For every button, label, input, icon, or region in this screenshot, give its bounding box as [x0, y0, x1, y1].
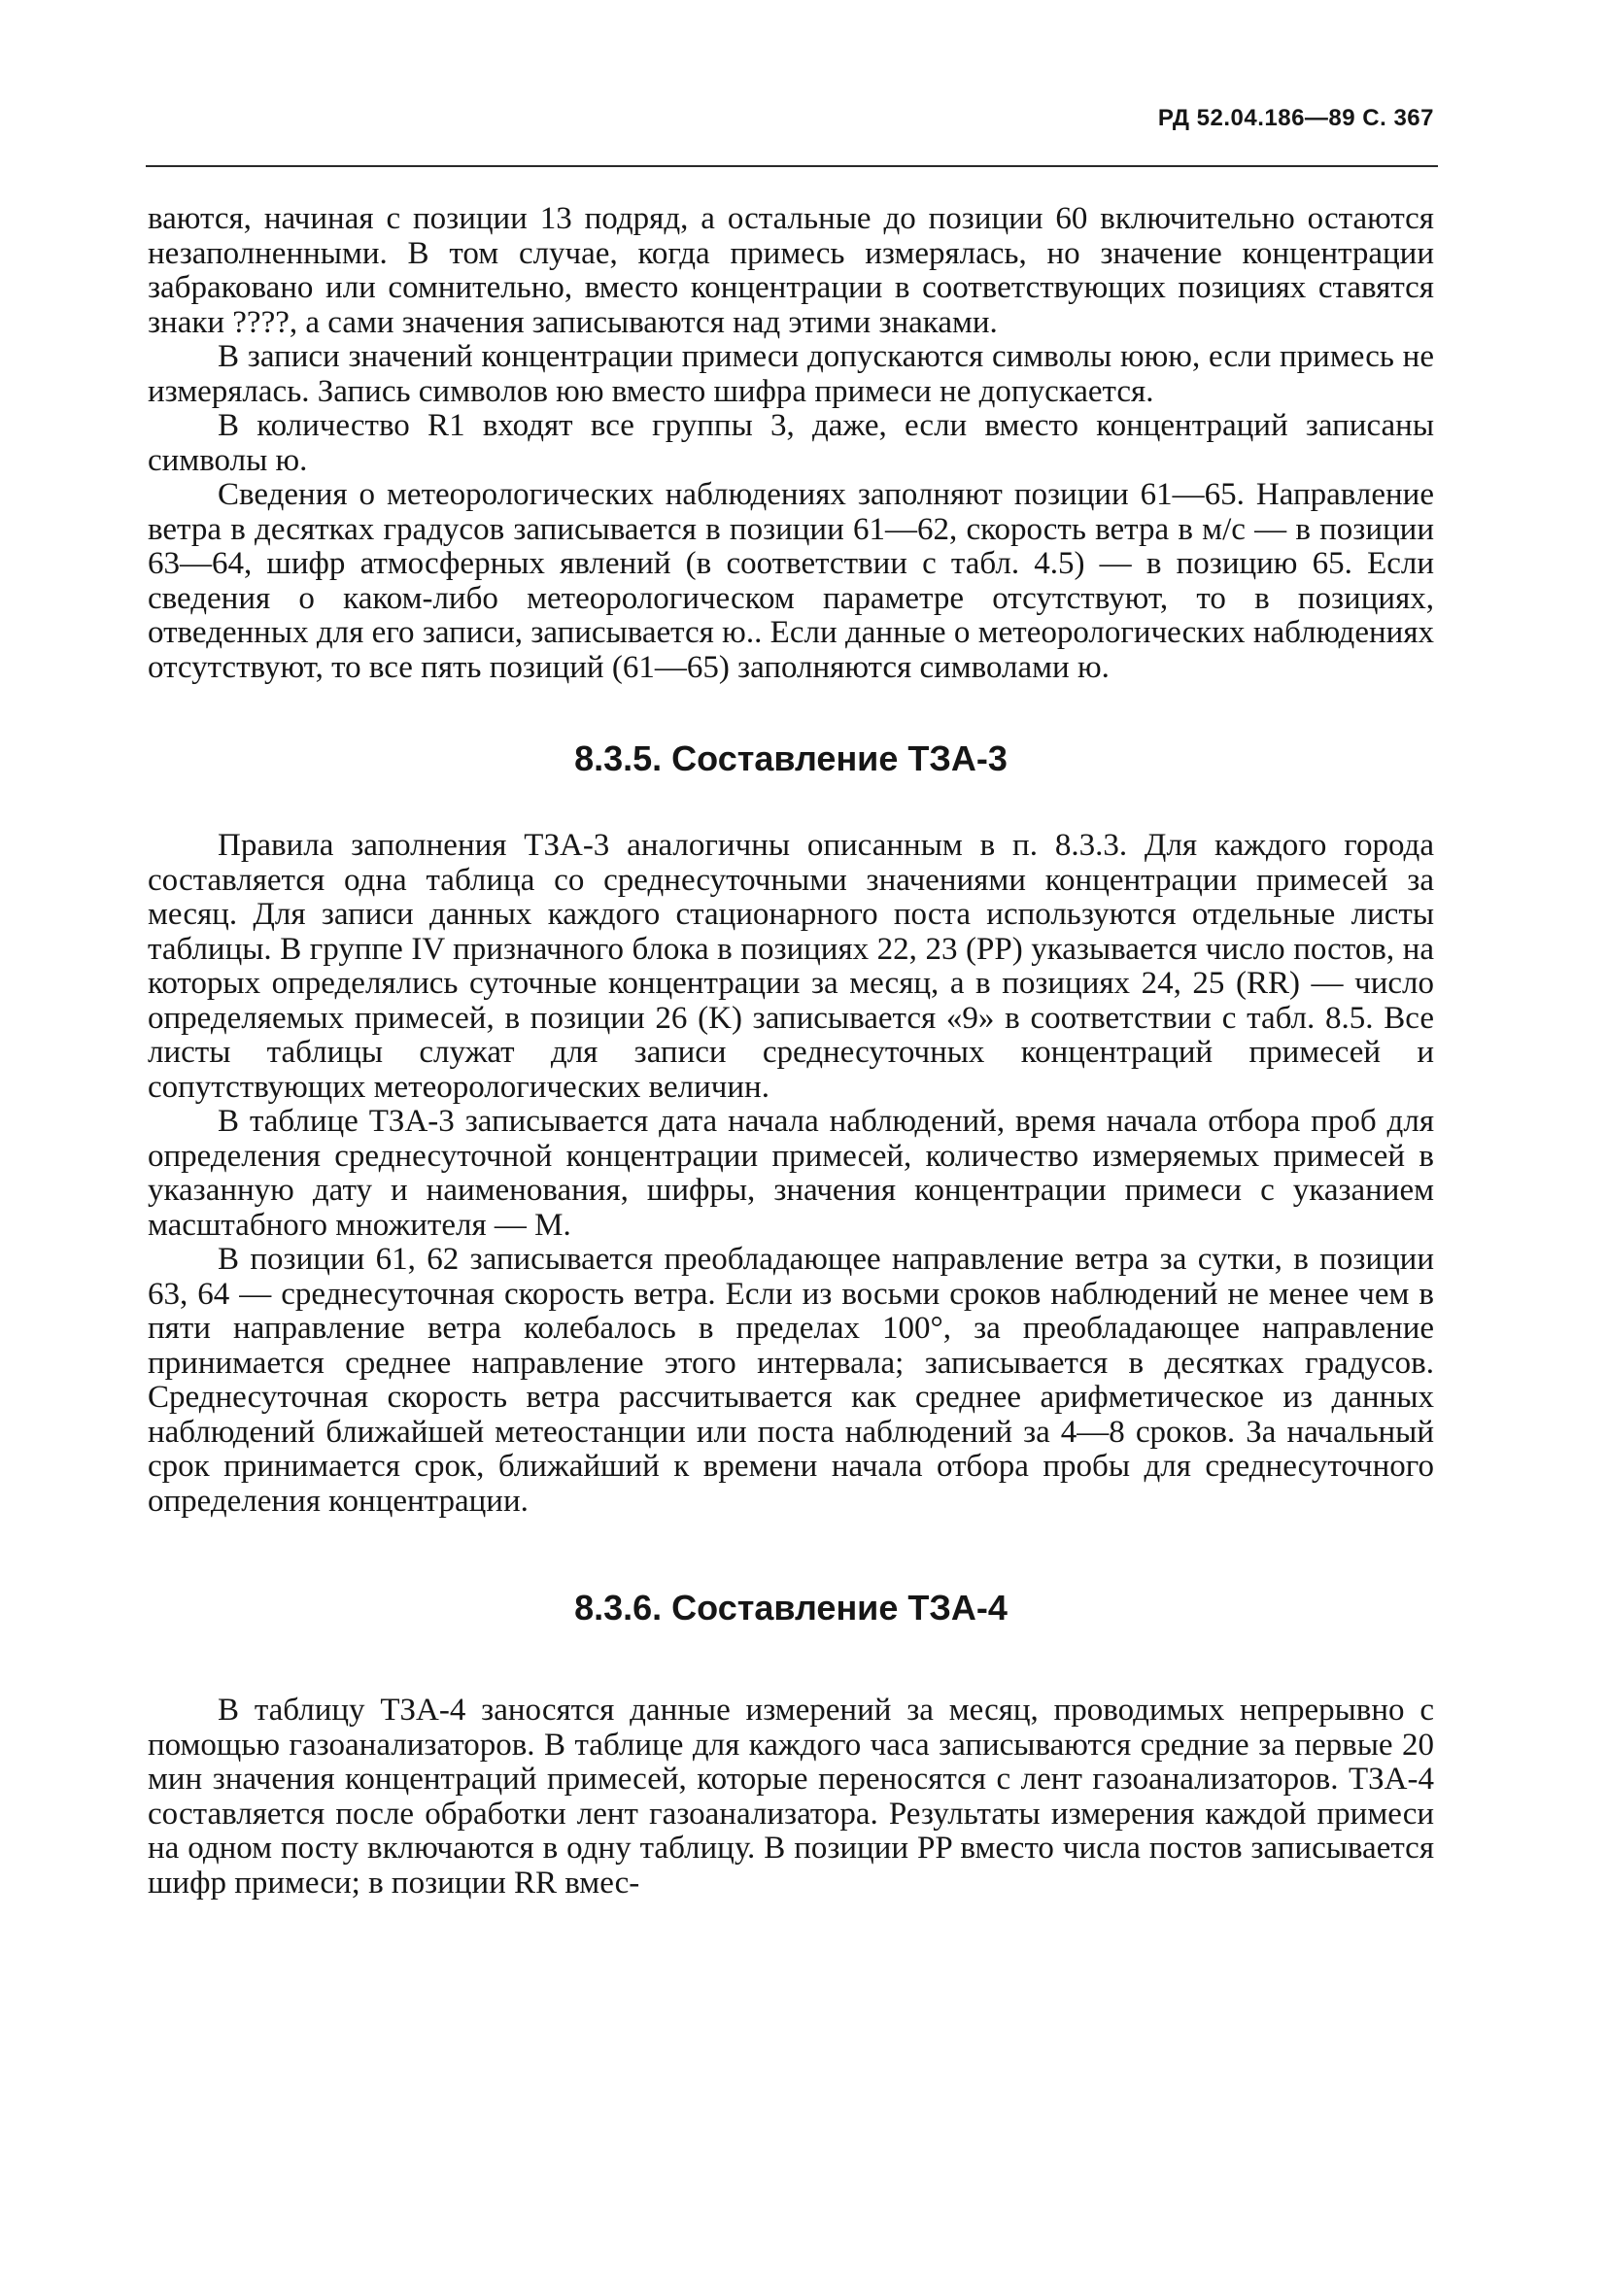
- section-heading-block: [148, 685, 1434, 829]
- header-rule: [146, 165, 1438, 167]
- section-heading: 8.3.6. Составление ТЗА-4: [574, 1588, 1008, 1628]
- body-paragraph: Сведения о метеорологических наблюдениях заполняют позиции 61—65. Направление ветра в десятках градусов записывается в позиции 61—62, скорость ветра в м/с — в позиции 63—64, шифр атмосферных явлений (в соответствии с табл. 4.5) — в позицию 65. Если сведения о каком-либо метеорологическом параметре отсутствуют, то в позициях, отведенных для его записи, записывается ю.. Если данные о метеорологических наблюдениях отсутствуют, то все пять позиций (61—65) заполняются символами ю.: [148, 477, 1434, 685]
- body-paragraph: В таблице ТЗА-3 записывается дата начала наблюдений, время начала отбора проб для определения среднесуточной концентрации примесей, количество измеряемых примесей в указанную дату и наименования, шифры, значения концентрации примеси с указанием масштабного множителя — М.: [148, 1104, 1434, 1243]
- section-heading: 8.3.5. Составление ТЗА-3: [574, 738, 1008, 778]
- running-header: РД 52.04.186—89 С. 367: [1157, 105, 1434, 131]
- section-heading-block: [148, 1519, 1434, 1694]
- page-content: [148, 202, 1434, 1901]
- body-paragraph: В таблицу ТЗА-4 заносятся данные измерений за месяц, проводимых непрерывно с помощью газоанализаторов. В таблице для каждого часа записываются средние за первые 20 мин значения концентраций примесей, которые переносятся с лент газоанализаторов. ТЗА-4 составляется после обработки лент газоанализатора. Результаты измерения каждой примеси на одном посту включаются в одну таблицу. В позиции PP вместо числа постов записывается шифр примеси; в позиции RR вмес-: [148, 1693, 1434, 1901]
- body-paragraph: Правила заполнения ТЗА-3 аналогичны описанным в п. 8.3.3. Для каждого города составляется одна таблица со среднесуточными значениями концентрации примесей за месяц. Для записи данных каждого стационарного поста используются отдельные листы таблицы. В группе IV призначного блока в позициях 22, 23 (PP) указывается число постов, на которых определялись суточные концентрации за месяц, а в позициях 24, 25 (RR) — число определяемых примесей, в позиции 26 (K) записывается «9» в соответствии с табл. 8.5. Все листы таблицы служат для записи среднесуточных концентраций примесей и сопутствующих метеорологических величин.: [148, 828, 1434, 1105]
- body-paragraph: В записи значений концентрации примеси допускаются символы ююю, если примесь не измерялась. Запись символов юю вместо шифра примеси не допускается.: [148, 339, 1434, 409]
- body-paragraph: В количество R1 входят все группы 3, даже, если вместо концентраций записаны символы ю.: [148, 408, 1434, 478]
- body-paragraph: В позиции 61, 62 записывается преобладающее направление ветра за сутки, в позиции 63, 64 — среднесуточная скорость ветра. Если из восьми сроков наблюдений не менее чем в пяти направление ветра колебалось в пределах 100°, за преобладающее направление принимается среднее направление этого интервала; записывается в десятках градусов. Среднесуточная скорость ветра рассчитывается как среднее арифметическое из данных наблюдений ближайшей метеостанции или поста наблюдений за 4—8 сроков. За начальный срок принимается срок, ближайший к времени начала отбора пробы для среднесуточного определения концентрации.: [148, 1242, 1434, 1519]
- body-paragraph: ваются, начиная с позиции 13 подряд, а остальные до позиции 60 включительно остаются незаполненными. В том случае, когда примесь измерялась, но значение концентрации забраковано или сомнительно, вместо концентрации в соответствующих позициях ставятся знаки ????, а сами значения записываются над этими знаками.: [148, 201, 1434, 340]
